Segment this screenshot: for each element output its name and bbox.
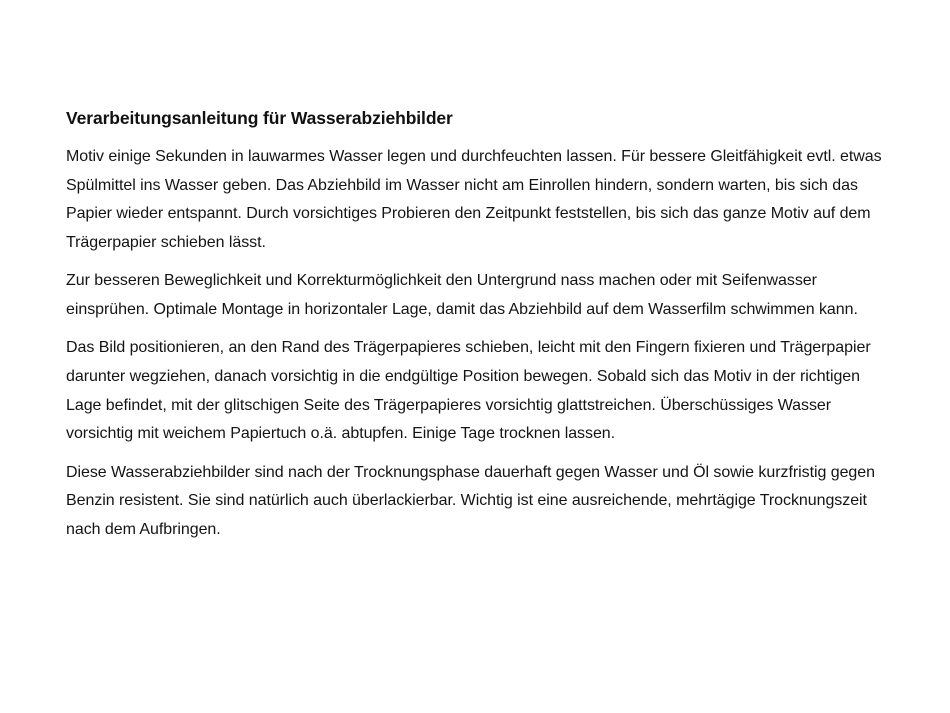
paragraph-soaking-instructions: Motiv einige Sekunden in lauwarmes Wasser legen und durchfeuchten lassen. Für bessere Gleitfähigkeit evtl. etwas Spülmittel ins Wasser geben. Das Abziehbild im Wasser nicht am Einrollen hindern, sondern warten, bis sich das Papier wieder entspannt. Durch vorsichtiges Probieren den Zeitpunkt feststellen, bis sich das ganze Motiv auf dem Trägerpapier schieben lässt. [66, 148, 882, 252]
paragraph-surface-preparation: Zur besseren Beweglichkeit und Korrekturmöglichkeit den Untergrund nass machen oder mit Seifenwasser einsprühen. Optimale Montage in horizontaler Lage, damit das Abziehbild auf dem Wasserfilm schwimmen kann. [66, 272, 858, 319]
paragraph-positioning-instructions: Das Bild positionieren, an den Rand des Trägerpapieres schieben, leicht mit den Fingern fixieren und Trägerpapier darunter wegziehen, danach vorsichtig in die endgültige Position bewegen. Sobald sich das Motiv in der richtigen Lage befindet, mit der glitschigen Seite des Trägerpapieres vorsichtig glattstreichen. Überschüssiges Wasser vorsichtig mit weichem Papiertuch o.ä. abtupfen. Einige Tage trocknen lassen. [66, 339, 871, 443]
document-title: Verarbeitungsanleitung für Wasserabziehbilder [66, 108, 453, 128]
paragraph-durability-notes: Diese Wasserabziehbilder sind nach der Trocknungsphase dauerhaft gegen Wasser und Öl sowie kurzfristig gegen Benzin resistent. Sie sind natürlich auch überlackierbar. Wichtig ist eine ausreichende, mehrtägige Trocknungszeit nach dem Aufbringen. [66, 463, 875, 538]
